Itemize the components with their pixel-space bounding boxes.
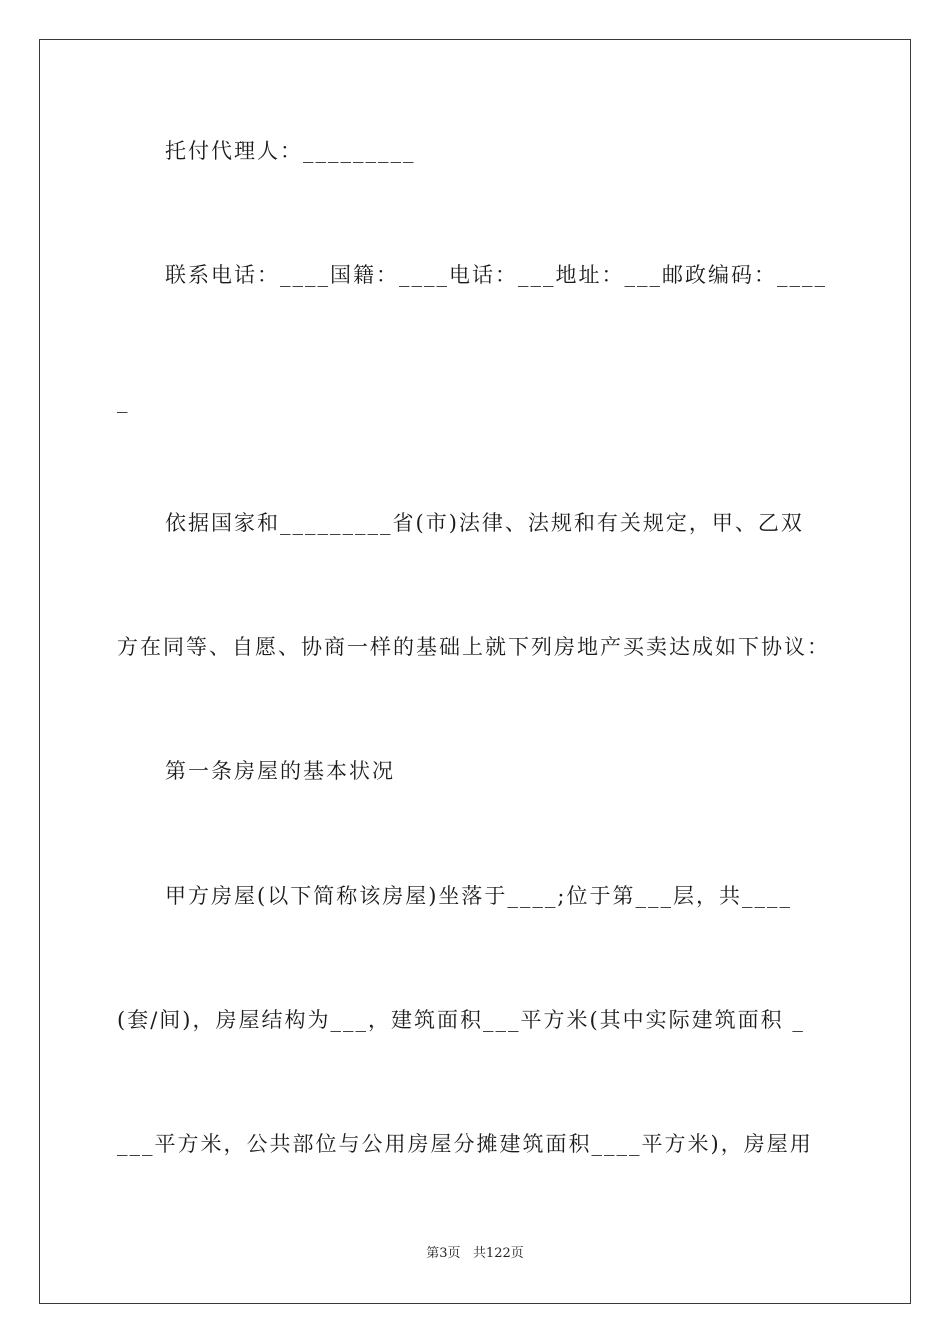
page-frame — [39, 39, 911, 1304]
text-line-legal-basis: 依据国家和_________省(市)法律、法规和有关规定，甲、乙双 — [165, 511, 804, 535]
page-total: 共122页 — [472, 1246, 524, 1261]
article-heading: 第一条房屋的基本状况 — [165, 759, 395, 783]
text-line-agreement: 方在同等、自愿、协商一样的基础上就下列房地产买卖达成如下协议： — [117, 635, 830, 659]
text-line-location: 甲方房屋(以下简称该房屋)坐落于____;位于第___层，共____ — [165, 884, 792, 908]
text-line-agent: 托付代理人：_________ — [165, 139, 416, 163]
text-line-contact: 联系电话：____国籍：____电话：___地址：___邮政编码：____ — [165, 263, 827, 287]
page-footer — [0, 1244, 950, 1264]
text-line-area: ___平方米，公共部位与公用房屋分摊建筑面积____平方米)，房屋用 — [117, 1132, 813, 1156]
text-line-underscore: _ — [117, 389, 130, 413]
text-line-structure: (套/间)，房屋结构为___，建筑面积___平方米(其中实际建筑面积 _ — [117, 1008, 805, 1032]
page-number: 第3页 — [426, 1246, 461, 1261]
